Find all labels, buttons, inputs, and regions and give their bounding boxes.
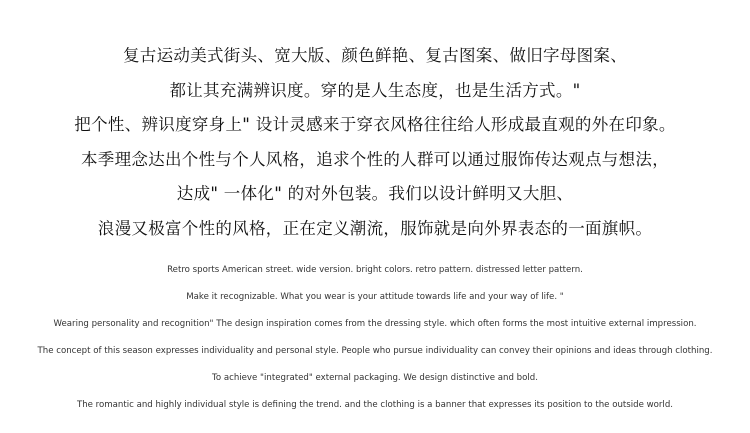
english-line: Retro sports American street. wide version. bright colors. retro pattern. distressed letter pattern. [167, 265, 583, 275]
english-line: To achieve "integrated" external packaging. We design distinctive and bold. [212, 373, 538, 383]
chinese-line: 复古运动美式街头、宽大版、颜色鲜艳、复古图案、做旧字母图案、 [123, 46, 627, 65]
chinese-line: 都让其充满辨识度。穿的是人生态度，也是生活方式。" [169, 80, 581, 100]
chinese-line: 本季理念达出个性与个人风格，追求个性的人群可以通过服饰传达观点与想法， [81, 149, 669, 169]
chinese-line: 达成" 一体化" 的对外包装。我们以设计鲜明又大胆、 [176, 184, 574, 203]
chinese-description [0, 39, 750, 246]
chinese-line: 浪漫又极富个性的风格，正在定义潮流，服饰就是向外界表态的一面旗帜。 [97, 218, 653, 238]
english-line: The romantic and highly individual style is defining the trend. and the clothing is a banner that expresses its position to the outside world. [76, 400, 674, 410]
chinese-line: 把个性、辨识度穿身上" 设计灵感来于穿衣风格往往给人形成最直观的外在印象。 [74, 115, 676, 134]
english-line: Make it recognizable. What you wear is your attitude towards life and your way of life. " [186, 292, 564, 302]
english-line: The concept of this season expresses individuality and personal style. People who pursue individuality can convey their opinions and ideas through clothing. [37, 346, 713, 356]
english-line: Wearing personality and recognition" The design inspiration comes from the dressing style. which often forms the most intuitive external impression. [53, 319, 697, 329]
english-description [0, 257, 750, 419]
